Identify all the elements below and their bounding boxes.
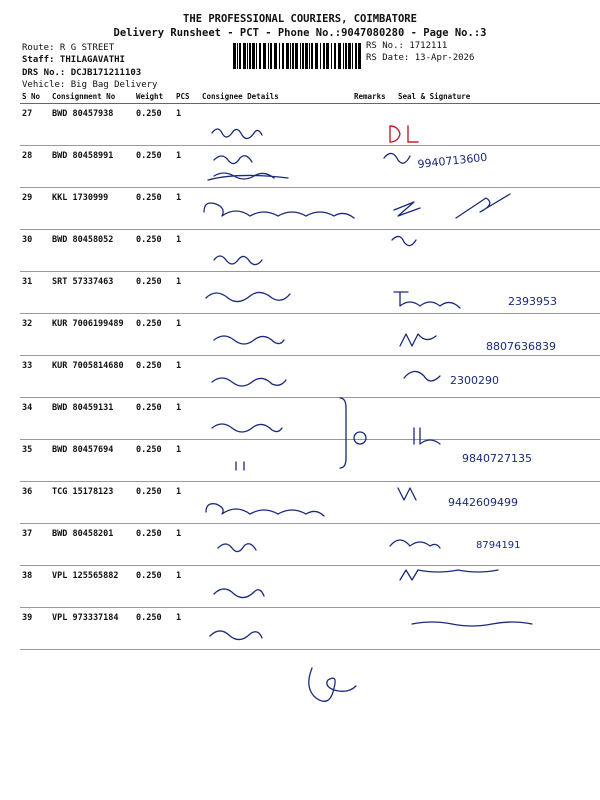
- cell-remarks: [352, 482, 396, 524]
- cell-pcs: 1: [174, 440, 200, 482]
- barcode-bar: [302, 43, 304, 69]
- handwritten-number-28: 9940713600: [416, 150, 488, 171]
- cell-remarks: [352, 230, 396, 272]
- barcode-bar: [290, 43, 291, 69]
- barcode-bar: [263, 43, 266, 69]
- barcode-bar: [315, 43, 318, 69]
- cell-remarks: [352, 356, 396, 398]
- cell-pcs: 1: [174, 608, 200, 650]
- cell-weight: 0.250: [134, 230, 174, 272]
- cell-remarks: [352, 146, 396, 188]
- barcode-bar: [259, 43, 261, 69]
- barcode-bar: [348, 43, 351, 69]
- table-row: [20, 104, 600, 146]
- barcode-bar: [320, 43, 321, 69]
- cell-consignment: BWD 80459131: [50, 398, 134, 440]
- cell-weight: 0.250: [134, 356, 174, 398]
- cell-details: [200, 314, 352, 356]
- cell-pcs: 1: [174, 524, 200, 566]
- handwritten-number-33: 2300290: [450, 374, 499, 387]
- cell-sno: 29: [20, 188, 50, 230]
- col-header-details: Consignee Details: [200, 90, 352, 104]
- barcode-bar: [300, 43, 301, 69]
- table-row: [20, 398, 600, 440]
- barcode-bar: [323, 43, 325, 69]
- barcode-bar: [274, 43, 277, 69]
- cell-pcs: 1: [174, 314, 200, 356]
- cell-remarks: [352, 566, 396, 608]
- cell-signature: [396, 188, 600, 230]
- cell-sno: 36: [20, 482, 50, 524]
- cell-signature: [396, 608, 600, 650]
- cell-pcs: 1: [174, 104, 200, 146]
- barcode-bar: [352, 43, 353, 69]
- runsheet-title: Delivery Runsheet - PCT - Phone No.:9047080280 - Page No.:3: [113, 27, 487, 39]
- cell-details: [200, 230, 352, 272]
- cell-weight: 0.250: [134, 146, 174, 188]
- cell-details: [200, 440, 352, 482]
- cell-weight: 0.250: [134, 104, 174, 146]
- cell-pcs: 1: [174, 356, 200, 398]
- table-row: [20, 230, 600, 272]
- barcode-bar: [252, 43, 255, 69]
- cell-pcs: 1: [174, 566, 200, 608]
- col-header-seal: Seal & Signature: [396, 90, 600, 104]
- cell-details: [200, 398, 352, 440]
- cell-consignment: SRT 57337463: [50, 272, 134, 314]
- cell-details: [200, 356, 352, 398]
- barcode-bar: [282, 43, 284, 69]
- barcode-bar: [256, 43, 257, 69]
- col-header-sno: S No: [20, 90, 50, 104]
- col-header-weight: Weight: [134, 90, 174, 104]
- cell-consignment: BWD 80457938: [50, 104, 134, 146]
- cell-sno: 34: [20, 398, 50, 440]
- barcode-bar: [237, 43, 238, 69]
- rs-number: RS No.: 1712111: [366, 41, 448, 51]
- handwritten-number-36: 9442609499: [448, 496, 518, 509]
- cell-sno: 35: [20, 440, 50, 482]
- barcode-bar: [243, 43, 246, 69]
- cell-pcs: 1: [174, 398, 200, 440]
- cell-signature: [396, 398, 600, 440]
- cell-weight: 0.250: [134, 398, 174, 440]
- barcode-bar: [239, 43, 241, 69]
- cell-weight: 0.250: [134, 524, 174, 566]
- handwritten-number-37: 8794191: [476, 540, 521, 551]
- cell-sno: 32: [20, 314, 50, 356]
- cell-signature: [396, 356, 600, 398]
- cell-consignment: BWD 80458991: [50, 146, 134, 188]
- cell-remarks: [352, 104, 396, 146]
- cell-consignment: BWD 80458201: [50, 524, 134, 566]
- table-row: [20, 356, 600, 398]
- barcode-bar: [343, 43, 344, 69]
- cell-sno: 27: [20, 104, 50, 146]
- rs-date: RS Date: 13-Apr-2026: [366, 53, 475, 63]
- route-label: Route: R G STREET: [22, 43, 115, 53]
- cell-weight: 0.250: [134, 440, 174, 482]
- table-row: [20, 146, 600, 188]
- cell-details: [200, 524, 352, 566]
- cell-weight: 0.250: [134, 608, 174, 650]
- table-row: [20, 272, 600, 314]
- barcode-bar: [268, 43, 269, 69]
- barcode-bar: [249, 43, 251, 69]
- cell-consignment: VPL 125565882: [50, 566, 134, 608]
- cell-details: [200, 272, 352, 314]
- cell-consignment: KKL 1730999: [50, 188, 134, 230]
- cell-weight: 0.250: [134, 314, 174, 356]
- cell-remarks: [352, 398, 396, 440]
- table-row: [20, 314, 600, 356]
- cell-sno: 28: [20, 146, 50, 188]
- barcode-bar: [355, 43, 357, 69]
- cell-consignment: KUR 7006199489: [50, 314, 134, 356]
- cell-signature: [396, 482, 600, 524]
- cell-pcs: 1: [174, 146, 200, 188]
- barcode-bar: [309, 43, 310, 69]
- cell-pcs: 1: [174, 272, 200, 314]
- cell-signature: [396, 146, 600, 188]
- cell-details: [200, 104, 352, 146]
- company-title: THE PROFESSIONAL COURIERS, COIMBATORE: [183, 13, 417, 25]
- cell-remarks: [352, 608, 396, 650]
- cell-signature: [396, 104, 600, 146]
- cell-sno: 39: [20, 608, 50, 650]
- barcode-bar: [247, 43, 248, 69]
- runsheet-table: [20, 90, 600, 650]
- barcode-bar: [233, 43, 236, 69]
- drs-label: DRS No.: DCJB171211103: [22, 68, 142, 78]
- barcode-image: [233, 43, 361, 69]
- barcode-bar: [334, 43, 336, 69]
- col-header-consignment: Consignment No: [50, 90, 134, 104]
- staff-label: Staff: THILAGAVATHI: [22, 55, 125, 65]
- cell-details: [200, 146, 352, 188]
- barcode-bar: [292, 43, 294, 69]
- barcode-bar: [270, 43, 272, 69]
- cell-sno: 33: [20, 356, 50, 398]
- barcode-bar: [338, 43, 341, 69]
- cell-details: [200, 188, 352, 230]
- table-row: [20, 188, 600, 230]
- cell-consignment: KUR 7005814680: [50, 356, 134, 398]
- barcode-bar: [286, 43, 289, 69]
- barcode-bar: [305, 43, 308, 69]
- cell-sno: 38: [20, 566, 50, 608]
- handwritten-number-32: 8807636839: [486, 340, 556, 353]
- cell-weight: 0.250: [134, 482, 174, 524]
- table-row: [20, 524, 600, 566]
- cell-weight: 0.250: [134, 272, 174, 314]
- cell-consignment: BWD 80457694: [50, 440, 134, 482]
- vehicle-label: Vehicle: Big Bag Delivery: [22, 80, 158, 90]
- handwritten-number-35: 9840727135: [462, 452, 532, 465]
- cell-details: [200, 482, 352, 524]
- barcode-bar: [326, 43, 329, 69]
- barcode-bar: [358, 43, 361, 69]
- cell-signature: [396, 314, 600, 356]
- table-row: [20, 440, 600, 482]
- cell-details: [200, 608, 352, 650]
- barcode-bar: [279, 43, 280, 69]
- cell-signature: [396, 230, 600, 272]
- table-header-row: [20, 90, 600, 104]
- cell-remarks: [352, 314, 396, 356]
- col-header-pcs: PCS: [174, 90, 200, 104]
- cell-remarks: [352, 440, 396, 482]
- table-row: [20, 482, 600, 524]
- cell-pcs: 1: [174, 188, 200, 230]
- cell-signature: [396, 566, 600, 608]
- barcode-bar: [331, 43, 332, 69]
- handwritten-number-31: 2393953: [508, 295, 557, 308]
- cell-signature: [396, 272, 600, 314]
- cell-remarks: [352, 524, 396, 566]
- cell-remarks: [352, 188, 396, 230]
- cell-signature: [396, 524, 600, 566]
- staff-signature: [309, 668, 356, 701]
- cell-details: [200, 566, 352, 608]
- barcode-bar: [311, 43, 313, 69]
- cell-sno: 37: [20, 524, 50, 566]
- col-header-remarks: Remarks: [352, 90, 396, 104]
- cell-pcs: 1: [174, 230, 200, 272]
- cell-consignment: BWD 80458052: [50, 230, 134, 272]
- cell-consignment: TCG 15178123: [50, 482, 134, 524]
- barcode-bar: [345, 43, 347, 69]
- barcode-bar: [295, 43, 298, 69]
- cell-pcs: 1: [174, 482, 200, 524]
- cell-consignment: VPL 973337184: [50, 608, 134, 650]
- table-row: [20, 608, 600, 650]
- cell-weight: 0.250: [134, 188, 174, 230]
- cell-remarks: [352, 272, 396, 314]
- cell-signature: [396, 440, 600, 482]
- table-row: [20, 566, 600, 608]
- cell-sno: 30: [20, 230, 50, 272]
- cell-sno: 31: [20, 272, 50, 314]
- cell-weight: 0.250: [134, 566, 174, 608]
